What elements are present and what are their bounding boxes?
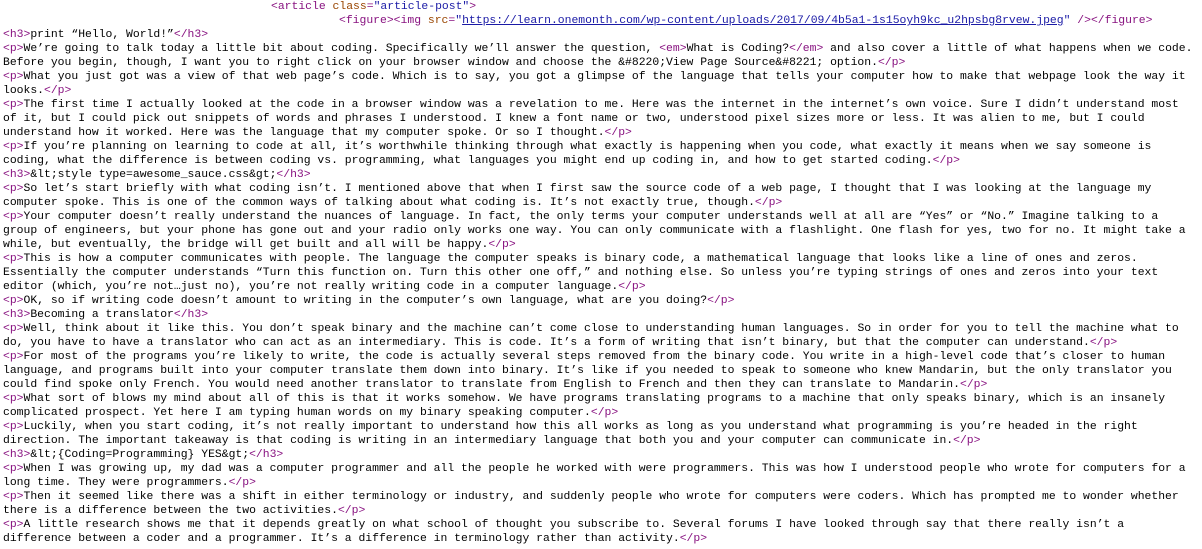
element-text: Becoming a translator — [30, 309, 174, 321]
source-line — [3, 140, 1199, 168]
element-text: Then it seemed like there was a shift in either terminology or industry, and suddenly people who wrote for computers were coders. Which has prompted me to wonder whether there is a difference between the two activities. — [3, 491, 1186, 517]
element-text: Your computer doesn’t really understand the nuances of language. In fact, the only terms your computer understands well at all are “Yes” or “No.” Imagine talking to a group of engineers, but your phone has gone out and your radio only works one way. You can only communicate with a flashlight. One flash for yes, two for no. It might take a while, but eventually, the bridge will get built and all will be happy. — [3, 211, 1193, 251]
open-tag: <p> — [3, 519, 24, 531]
source-line — [3, 252, 1199, 294]
em-close-tag: </em> — [789, 43, 824, 55]
page-source-view — [3, 0, 1199, 546]
close-tag: </p> — [754, 197, 783, 209]
open-tag: <p> — [3, 183, 24, 195]
source-line-figure — [3, 14, 1199, 28]
close-tag: </p> — [877, 57, 906, 69]
source-line — [3, 182, 1199, 210]
element-text-continued: and also cover a little of what happens when we code. Before you begin, though, I want you to right click on your browser window and choose the &#8220;View Page Source&#8221; option. — [3, 43, 1200, 69]
element-text: print “Hello, World!” — [30, 29, 174, 41]
source-line — [3, 210, 1199, 252]
close-tag: </h3> — [173, 309, 209, 321]
source-line — [3, 28, 1199, 42]
element-text: A little research shows me that it depends greatly on what school of thought you subscribe to. Several forums I have looked through say that there really isn’t a difference between a coder and a programmer. It’s a difference in terminology rather than activity. — [3, 519, 1131, 545]
close-tag: </p> — [488, 239, 516, 251]
em-text: What is Coding? — [686, 43, 790, 55]
tag-figure-img-open: <figure><img — [339, 15, 428, 27]
element-text: OK, so if writing code doesn’t amount to writing in the computer’s own language, what are you doing? — [23, 295, 708, 307]
element-text: We’re going to talk today a little bit about coding. Specifically we’ll answer the question, — [23, 43, 660, 55]
element-text: So let’s start briefly with what coding isn’t. I mentioned above that when I first saw the source code of a web page, I thought that I was looking at the language my computer spoke. This is one of the common ways of talking about what coding is. It’s not exactly true, though. — [3, 183, 1159, 209]
element-text: If you’re planning on learning to code at all, it’s worthwhile thinking through what exactly is happening when you code, what exactly it means when we say someone is coding, what the difference is between coding vs. programming, what languages you might end up coding in, and how to get started coding. — [3, 141, 1159, 167]
source-line — [3, 462, 1199, 490]
source-line-article-open — [3, 0, 1199, 14]
close-tag: </p> — [590, 407, 619, 419]
source-line — [3, 350, 1199, 392]
tag-img-figure-close: /></figure> — [1070, 15, 1153, 27]
close-tag: </p> — [959, 379, 988, 391]
element-text: When I was growing up, my dad was a computer programmer and all the people he worked with were programmers. This was how I understood people who wrote for computers for a long time. They were programmers. — [3, 463, 1193, 489]
source-line — [3, 168, 1199, 182]
close-tag: </h3> — [249, 449, 284, 461]
open-tag: <p> — [3, 295, 24, 307]
open-tag: <p> — [3, 253, 24, 265]
close-tag: </p> — [932, 155, 960, 167]
source-line — [3, 308, 1199, 322]
element-text: &lt;{Coding=Programming} YES&gt; — [30, 449, 250, 461]
close-tag: </p> — [44, 85, 72, 97]
element-text: What you just got was a view of that web page’s code. Which is to say, you got a glimpse of the language that tells your computer how to make that webpage look the way it looks. — [3, 71, 1193, 97]
source-line — [3, 448, 1199, 462]
close-tag: </p> — [604, 127, 632, 139]
source-line — [3, 392, 1199, 420]
attr-class: class — [332, 1, 367, 13]
close-tag: </p> — [679, 533, 708, 545]
open-tag: <p> — [3, 421, 24, 433]
open-tag: <p> — [3, 463, 24, 475]
source-line — [3, 42, 1199, 70]
quote-open: " — [455, 15, 463, 27]
element-text: For most of the programs you’re likely to write, the code is actually several steps removed from the binary code. You write in a high-level code that’s closer to human language, and programs built into your computer translate them down into binary. It’s like if you needed to speak to someone who knew Mandarin, but the only translator you could find spoke only French. You would need another translator to translate from English to French and then they can translate to Mandarin. — [3, 351, 1179, 391]
open-tag: <p> — [3, 491, 24, 503]
open-tag: <p> — [3, 71, 24, 83]
element-text: &lt;style type=awesome_sauce.css&gt; — [30, 169, 277, 181]
attr-class-value: "article-post" — [373, 1, 470, 13]
open-tag: <p> — [3, 393, 24, 405]
source-line — [3, 294, 1199, 308]
source-line — [3, 70, 1199, 98]
attr-equals: = — [448, 15, 456, 27]
source-line — [3, 518, 1199, 546]
close-tag: </p> — [337, 505, 366, 517]
close-tag: </h3> — [276, 169, 311, 181]
close-tag: </h3> — [173, 29, 209, 41]
open-tag: <p> — [3, 99, 24, 111]
open-tag: <p> — [3, 141, 24, 153]
element-text: This is how a computer communicates with people. The language the computer speaks is binary code, a mathematical language that looks like a line of ones and zeros. Essentially the computer understands “Turn this function on. Turn this other one off,” and nothing else. So unless you’re typing strings of ones and zeros into your text editor (which, you’re not…just no), you’re not really writing code in a computer language. — [3, 253, 1166, 293]
open-tag: <p> — [3, 211, 24, 223]
source-line — [3, 420, 1199, 448]
source-line — [3, 322, 1199, 350]
image-src-link[interactable]: https://learn.onemonth.com/wp-content/uploads/2017/09/4b5a1-1s15oyh9kc_u2hpsbg8rvew.jpeg — [462, 15, 1064, 27]
open-tag: <h3> — [3, 309, 31, 321]
open-tag: <p> — [3, 323, 24, 335]
open-tag: <p> — [3, 351, 24, 363]
tag-article-close-bracket: > — [469, 1, 477, 13]
close-tag: </p> — [618, 281, 646, 293]
element-text: What sort of blows my mind about all of this is that it works somehow. We have programs translating programs to a machine that only speaks binary, which is an insanely complicated prospect. Yet here I am typing human words on my binary speaking computer. — [3, 393, 1172, 419]
element-text: The first time I actually looked at the code in a browser window was a revelation to me. Here was the internet in the internet’s own voice. Sure I didn’t understand most of it, but I could pick out snippets of words and phrases I understood. I knew a font name or two, understood pixel sizes more or less. It was alien to me, but I could understand how it worked. Here was the language that my computer spoke. Or so I thought. — [3, 99, 1186, 139]
source-line — [3, 490, 1199, 518]
source-line — [3, 98, 1199, 140]
close-tag: </p> — [707, 295, 735, 307]
close-tag: </p> — [1089, 337, 1118, 349]
close-tag: </p> — [953, 435, 981, 447]
attr-equals: = — [366, 1, 374, 13]
attr-src: src — [427, 15, 449, 27]
element-text: Luckily, when you start coding, it’s not really important to understand how this all works as long as you understand what programming is you’re headed in the right direction. The important takeaway is that coding is writing in an intermediary language that both you and your computer can communicate in. — [3, 421, 1145, 447]
close-tag: </p> — [228, 477, 256, 489]
em-open-tag: <em> — [659, 43, 687, 55]
open-tag: <h3> — [3, 449, 31, 461]
quote-close: " — [1063, 15, 1071, 27]
element-text: Well, think about it like this. You don’t speak binary and the machine can’t come close to understanding human languages. So in order for you to tell the machine what to do, you have to have a translator who can act as an intermediary. This is code. It’s a form of writing that isn’t binary, but that the computer can understand. — [3, 323, 1186, 349]
open-tag: <h3> — [3, 29, 31, 41]
open-tag: <p> — [3, 43, 24, 55]
open-tag: <h3> — [3, 169, 31, 181]
tag-article-open: <article — [271, 1, 333, 13]
